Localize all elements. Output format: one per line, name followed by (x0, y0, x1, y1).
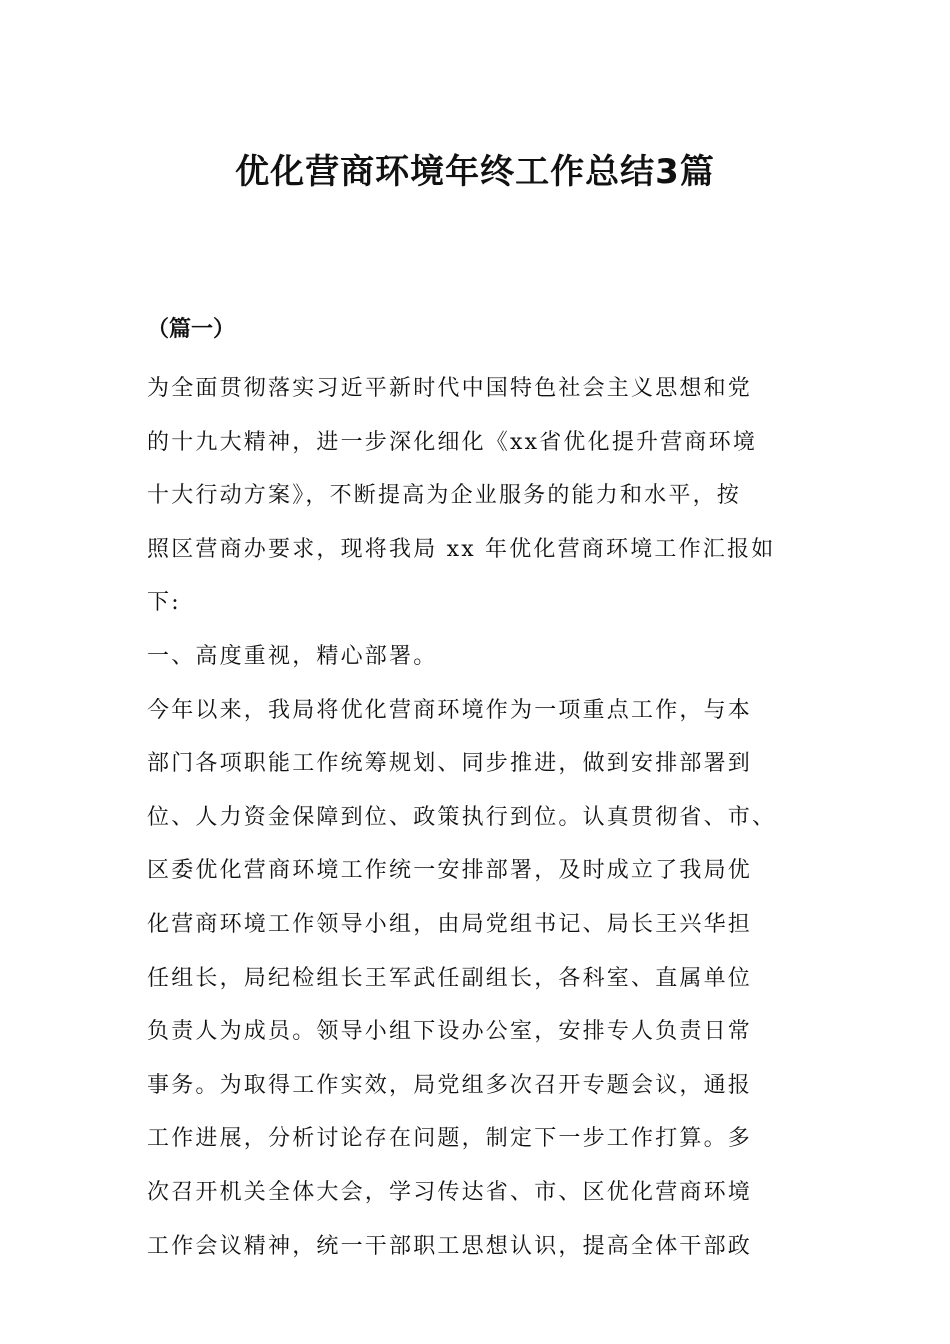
paragraph-line: 负责人为成员。领导小组下设办公室，安排专人负责日常 (147, 1019, 753, 1045)
section-heading: 一、高度重视，精心部署。 (147, 643, 438, 669)
paragraph-line: 部门各项职能工作统筹规划、同步推进，做到安排部署到 (147, 751, 753, 777)
paragraph-line: 工作会议精神，统一干部职工思想认识，提高全体干部政 (147, 1233, 753, 1259)
paragraph-line: 今年以来，我局将优化营商环境作为一项重点工作，与本 (147, 697, 753, 723)
paragraph-line: 下: (147, 590, 181, 616)
document-title: 优化营商环境年终工作总结3篇 (235, 152, 715, 192)
document-body (147, 312, 807, 1273)
paragraph-line: 工作进展，分析讨论存在问题，制定下一步工作打算。多 (147, 1126, 753, 1152)
paragraph-line: 次召开机关全体大会，学习传达省、市、区优化营商环境 (147, 1179, 753, 1205)
section-label: （篇一） (147, 317, 236, 342)
paragraph-line: 为全面贯彻落实习近平新时代中国特色社会主义思想和党 (147, 376, 753, 401)
paragraph-line: 十大行动方案》，不断提高为企业服务的能力和水平，按 (147, 483, 742, 509)
paragraph-line: 位、人力资金保障到位、政策执行到位。认真贯彻省、市、 (147, 804, 777, 830)
paragraph-line: 化营商环境工作领导小组，由局党组书记、局长王兴华担 (147, 911, 753, 937)
paragraph-line: 的十九大精神，进一步深化细化《xx省优化提升营商环境 (147, 429, 758, 455)
paragraph-line: 区委优化营商环境工作统一安排部署，及时成立了我局优 (147, 858, 753, 884)
paragraph-line: 任组长，局纪检组长王军武任副组长，各科室、直属单位 (147, 965, 753, 991)
paragraph-line: 事务。为取得工作实效，局党组多次召开专题会议，通报 (147, 1072, 753, 1098)
paragraph-line: 照区营商办要求，现将我局 xx 年优化营商环境工作汇报如 (147, 536, 776, 562)
